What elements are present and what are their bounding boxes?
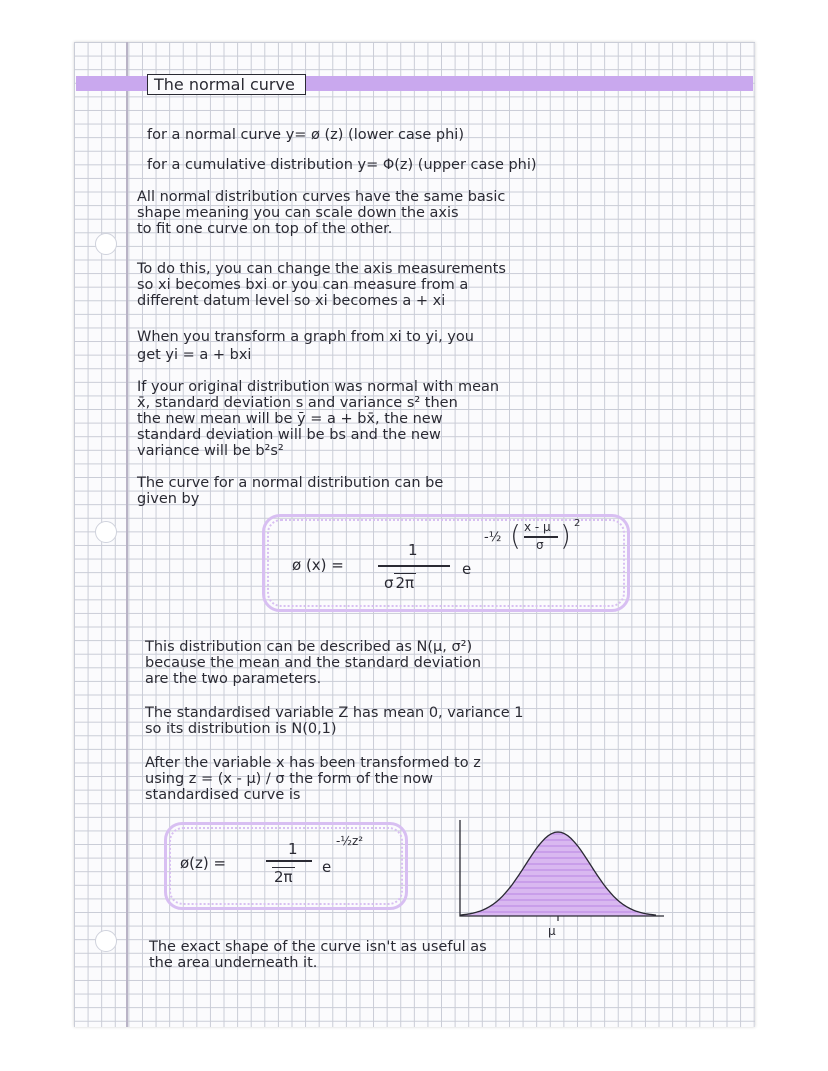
note-line: To do this, you can change the axis measurements xyxy=(137,261,506,277)
note-line: get yi = a + bxi xyxy=(137,347,252,363)
note-line: using z = (x - μ) / σ the form of the now xyxy=(145,771,433,787)
note-line: for a cumulative distribution y= Φ(z) (upper case phi) xyxy=(147,157,537,173)
note-line: The exact shape of the curve isn't as useful as xyxy=(149,939,487,955)
exp-numerator: x - μ xyxy=(524,520,551,534)
note-line: When you transform a graph from xi to yi, you xyxy=(137,329,474,345)
pdf-lhs: ø (x) = xyxy=(292,556,344,574)
punch-hole xyxy=(95,930,117,952)
note-line: so xi becomes bxi or you can measure from a xyxy=(137,277,469,293)
note-line: x̄, standard deviation s and variance s² then xyxy=(137,395,458,411)
exp-base: e xyxy=(462,560,472,578)
note-line: for a normal curve y= ø (z) (lower case phi) xyxy=(147,127,464,143)
note-line: All normal distribution curves have the same basic xyxy=(137,189,506,205)
note-line: shape meaning you can scale down the axis xyxy=(137,205,459,221)
note-line: The standardised variable Z has mean 0, variance 1 xyxy=(145,705,524,721)
area-under-curve xyxy=(460,832,656,916)
pdf-numerator: 1 xyxy=(408,541,418,559)
note-line: the area underneath it. xyxy=(149,955,318,971)
note-line: standardised curve is xyxy=(145,787,301,803)
note-line: the new mean will be ȳ = a + bx̄, the new xyxy=(137,411,443,427)
note-line: The curve for a normal distribution can be xyxy=(137,475,444,491)
exp-denominator: σ xyxy=(536,538,544,552)
page-title: The normal curve xyxy=(147,74,306,95)
note-line: If your original distribution was normal with mean xyxy=(137,379,500,395)
paren-right: ) xyxy=(560,519,571,552)
note-line: This distribution can be described as N(μ, σ²) xyxy=(145,639,473,655)
fraction-bar xyxy=(266,860,312,862)
bell-curve-graph xyxy=(448,816,668,926)
note-line: are the two parameters. xyxy=(145,671,322,687)
note-line: variance will be b²s² xyxy=(137,443,284,459)
note-line: so its distribution is N(0,1) xyxy=(145,721,337,737)
exp-coefficient: -½ xyxy=(484,530,502,545)
std-pdf-lhs: ø(z) = xyxy=(180,854,227,872)
note-line: to fit one curve on top of the other. xyxy=(137,221,393,237)
note-line: After the variable x has been transformed to z xyxy=(145,755,481,771)
margin-line xyxy=(126,42,128,1027)
mean-label: μ xyxy=(548,924,556,938)
note-line: standard deviation will be bs and the new xyxy=(137,427,441,443)
std-exp-power: -½z² xyxy=(336,834,364,848)
pdf-denominator: σ 2π xyxy=(384,574,415,592)
fraction-bar xyxy=(378,565,450,567)
note-line: because the mean and the standard deviation xyxy=(145,655,482,671)
note-line: given by xyxy=(137,491,200,507)
paren-left: ( xyxy=(510,519,521,552)
punch-hole xyxy=(95,233,117,255)
std-pdf-numerator: 1 xyxy=(288,840,298,858)
std-pdf-denominator: 2π xyxy=(274,868,293,886)
note-line: different datum level so xi becomes a + xi xyxy=(137,293,446,309)
std-exp-base: e xyxy=(322,858,332,876)
punch-hole xyxy=(95,521,117,543)
exp-power: 2 xyxy=(574,518,581,529)
